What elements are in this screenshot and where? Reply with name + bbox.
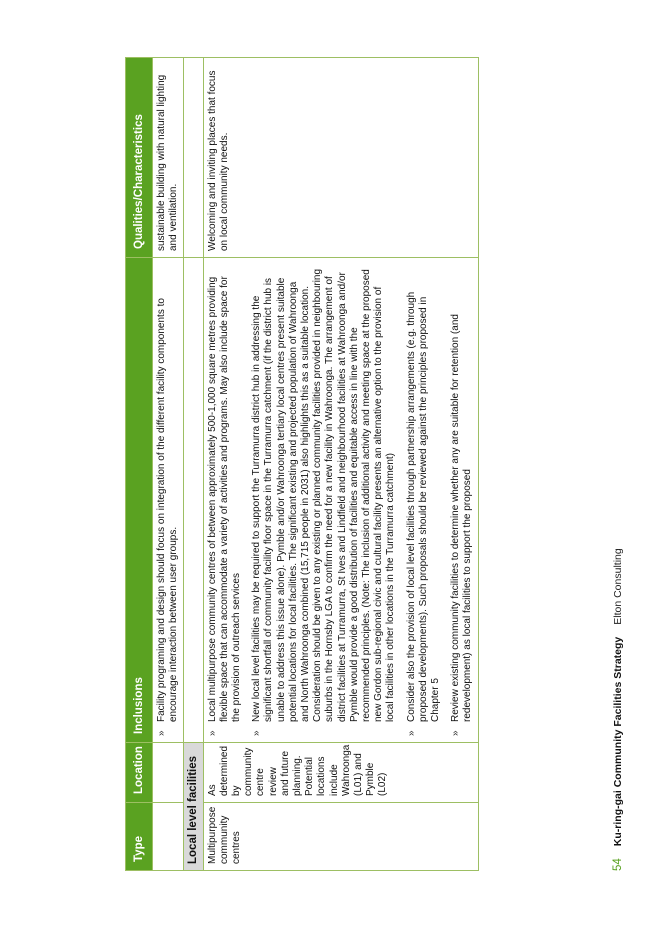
inclusions-cell [153, 258, 184, 743]
page-number: 54 [612, 858, 624, 871]
header-qualities: Qualities/Characteristics [126, 58, 153, 258]
type-cell: Multipurpose community centres [203, 803, 478, 871]
bullet-chevron-icon: » [251, 730, 263, 736]
table-row [203, 58, 478, 871]
list-item-text: Consider also the provision of local level facilities through partnership arrangements (e.g. through proposed developments). Such proposals should be reviewed against the principles proposed in Chapter 5 [405, 291, 442, 722]
facilities-table [125, 57, 479, 871]
section-title: Local level facilities [184, 743, 203, 871]
bullet-chevron-icon: » [405, 730, 417, 736]
bullet-chevron-icon: » [206, 730, 218, 736]
inclusions-cell [203, 258, 478, 743]
list-item [406, 264, 443, 736]
type-cell [153, 803, 184, 871]
inclusions-list [207, 264, 475, 736]
table-header-row [126, 58, 153, 871]
page-footer [612, 548, 624, 871]
list-item-text: Review existing community facilities to determine whether any are suitable for retention (and redevelopment) as local facilities to support the proposed [450, 314, 474, 722]
inclusions-list [156, 264, 180, 736]
bullet-chevron-icon: » [450, 730, 462, 736]
location-cell [153, 743, 184, 803]
list-item-text: New local level facilities may be required to support the Turramurra district hub in addressing the significant shortfall of community facility floor space in the Turramurra catchment (if the district hub is unable to address this issue alone). Pymble and/or Wahroonga tertiary local centres present suitable potential locations for local facilities. The significant existing and projected population of Wahroonga and North Wahroonga combined (15,715 people in 2031) also highlights this as a suitable location. Consideration should be given to any existing or planned community facilities provided in neighbouring suburbs in the Hornsby LGA to confirm the need for a new facility in Wahroonga. The arrangement of district facilities at Turramurra, St Ives and Lindfield and neighbourhood facilities at Wahroonga and/or Pymble would provide a good distribution of facilities and equitable access in line with the recommended principles. (Note: The inclusion of additional activity and meeting space at the proposed new Gordon sub-regional civic and cultural facility presents an alternative option to the provision of local facilities in other locations in the Turramurra catchment) [251, 268, 397, 722]
section-row [184, 58, 203, 871]
location-cell: As determined by community centre review and future planning. Potential locations include Wahroonga (L01) and Pymble (L02) [203, 743, 478, 803]
list-item [450, 264, 474, 736]
header-inclusions: Inclusions [126, 258, 153, 743]
list-item-text: Local multipurpose community centres of between approximately 500-1,000 square metres providing flexible space that can accommodate a variety of activities and programs. May also include space for the provision of outreach services [206, 276, 243, 722]
list-item [207, 264, 244, 736]
list-item [251, 264, 397, 736]
qualities-cell: sustainable building with natural lighting and ventilation. [153, 58, 184, 258]
list-item [156, 264, 180, 736]
list-item-text: Facility programing and design should focus on integration of the different facility components to encourage interaction between user groups. [156, 298, 180, 722]
continued-row [153, 58, 184, 871]
header-location: Location [126, 743, 153, 803]
bullet-chevron-icon: » [156, 730, 167, 736]
document-title: Ku-ring-gai Community Facilities Strategy [612, 636, 624, 847]
qualities-cell: Welcoming and inviting places that focus on local community needs. [203, 58, 478, 258]
document-author: Elton Consulting [612, 548, 624, 625]
header-type: Type [126, 803, 153, 871]
